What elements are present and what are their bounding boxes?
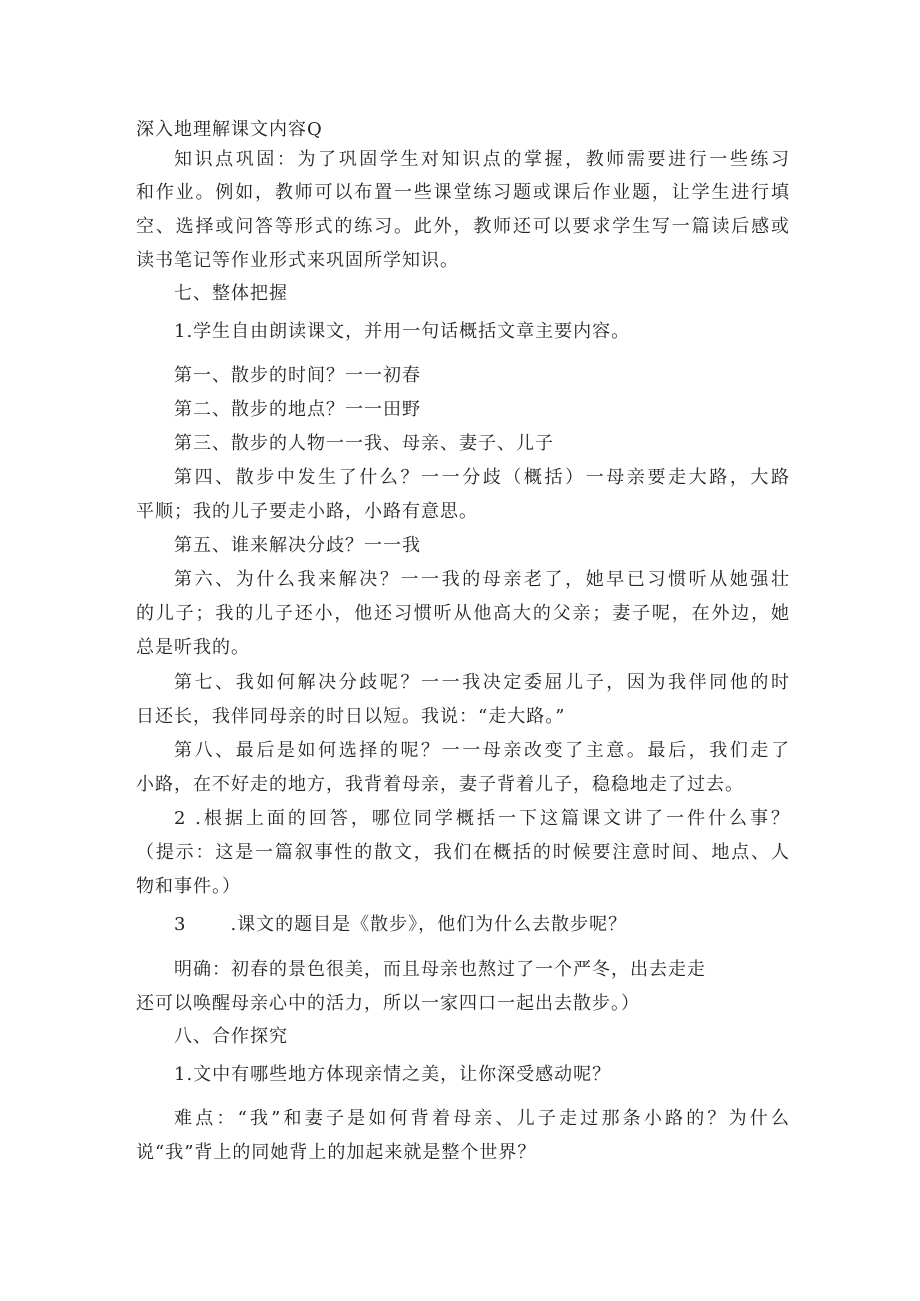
text-line: 第一、散步的时间？一一初春 bbox=[174, 365, 421, 386]
question-text: .课文的题目是《散步》，他们为什么去散步呢？ bbox=[230, 914, 628, 935]
text-line: 日还长，我伴同母亲的时日以短。我说：“走大路。” bbox=[136, 706, 566, 727]
text-line: 第七、我如何解决分歧呢？一一我决定委屈儿子，因为我伴同他的时 bbox=[174, 672, 790, 693]
question-line: 1.文中有哪些地方体现亲情之美，让你深受感动呢？ bbox=[174, 1064, 612, 1085]
text-line: 的儿子；我的儿子还小，他还习惯听从他高大的父亲；妻子呢，在外边，她 bbox=[136, 603, 790, 624]
text-line: 第四、散步中发生了什么？一一分歧（概括）一母亲要走大路，大路 bbox=[174, 467, 790, 488]
text-line: 说“我”背上的同她背上的加起来就是整个世界？ bbox=[136, 1142, 537, 1163]
text-line: 和作业。例如，教师可以布置一些课堂练习题或课后作业题，让学生进行填 bbox=[136, 182, 790, 203]
text-line: 读书笔记等作业形式来巩固所学知识。 bbox=[136, 250, 459, 271]
text-line: 知识点巩固：为了巩固学生对知识点的掌握，教师需要进行一些练习 bbox=[174, 149, 790, 170]
text-line: 第三、散步的人物一一我、母亲、妻子、儿子 bbox=[174, 433, 554, 454]
question-line: 1.学生自由朗读课文，并用一句话概括文章主要内容。 bbox=[174, 321, 631, 342]
text-line: 空、选择或问答等形式的练习。此外，教师还可以要求学生写一篇读后感或 bbox=[136, 216, 790, 237]
section-heading: 七、整体把握 bbox=[174, 283, 288, 304]
text-line: （提示：这是一篇叙事性的散文，我们在概括的时候要注意时间、地点、人 bbox=[136, 842, 790, 863]
text-line: 第六、为什么我来解决？一一我的母亲老了，她早已习惯听从她强壮 bbox=[174, 569, 790, 590]
text-line: 物和事件。） bbox=[136, 876, 241, 897]
text-line: 第八、最后是如何选择的呢？一一母亲改变了主意。最后，我们走了 bbox=[174, 740, 790, 761]
question-line: 2 .根据上面的回答，哪位同学概括一下这篇课文讲了一件什么事？ bbox=[174, 808, 790, 829]
text-line: 总是听我的。 bbox=[136, 637, 250, 658]
text-line: 第二、散步的地点？一一田野 bbox=[174, 399, 421, 420]
text-line: 难点：“我”和妻子是如何背着母亲、儿子走过那条小路的？为什么 bbox=[174, 1108, 790, 1129]
text-line: 小路，在不好走的地方，我背着母亲，妻子背着儿子，稳稳地走了过去。 bbox=[136, 774, 744, 795]
question-line bbox=[174, 912, 627, 938]
text-line: 平顺；我的儿子要走小路，小路有意思。 bbox=[136, 501, 478, 522]
answer-line: 还可以唤醒母亲心中的活力，所以一家四口一起出去散步。） bbox=[136, 993, 640, 1014]
text-line: 深入地理解课文内容Q bbox=[136, 119, 323, 140]
section-heading: 八、合作探究 bbox=[174, 1026, 288, 1047]
text-line: 第五、谁来解决分歧？一一我 bbox=[174, 535, 421, 556]
question-number: 3 bbox=[174, 914, 187, 935]
answer-line: 明确：初春的景色很美，而且母亲也熬过了一个严冬，出去走走 bbox=[174, 959, 706, 980]
